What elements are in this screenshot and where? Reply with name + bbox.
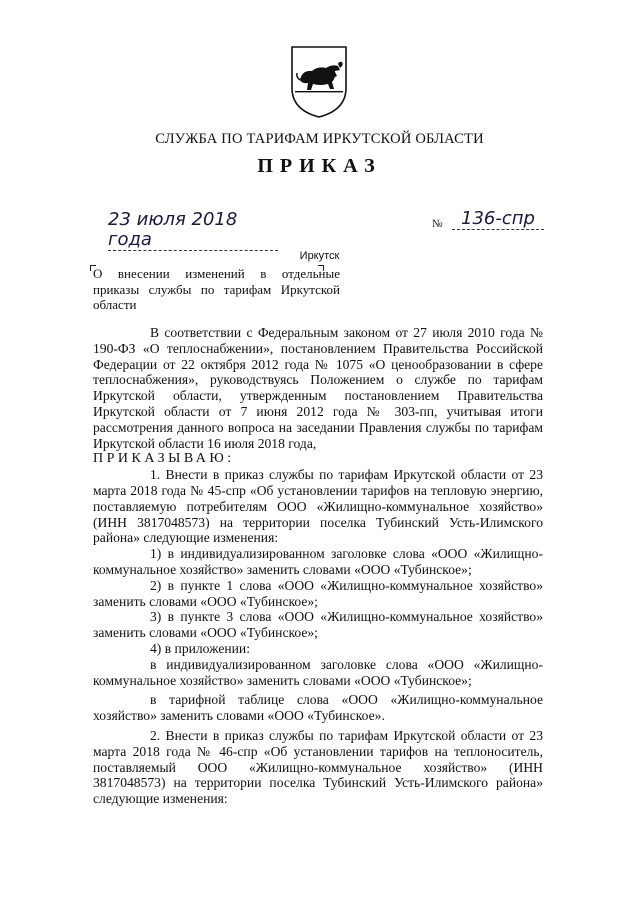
handwritten-number: 136-спр: [452, 209, 544, 230]
document-title: ПРИКАЗ: [257, 155, 382, 177]
item-2-paragraph: 2. Внести в приказ службы по тарифам Иркутской области от 23 марта 2018 года № 46-спр «Об установлении тарифов на теплоноситель, поставляемый ООО «Жилищно-коммунальное хозяйство» (ИНН 3817048573) на территории поселка Тубинский Усть-Илимского района» следующие изменения:: [93, 727, 543, 807]
order-heading: ПРИКАЗЫВАЮ:: [93, 451, 235, 467]
item-1-4-paragraph: 4) в приложении:: [150, 640, 250, 656]
city-name: Иркутск: [299, 250, 340, 262]
item-1-4a-paragraph: в индивидуализированном заголовке слова «ООО «Жилищно-коммунальное хозяйство» заменить словами «ООО «Тубинское»;: [93, 656, 543, 688]
document-body: [93, 325, 543, 807]
item-1-1-paragraph: 1) в индивидуализированном заголовке слова «ООО «Жилищно-коммунальное хозяйство» заменить словами «ООО «Тубинское»;: [93, 546, 543, 577]
item-1-4b-paragraph: в тарифной таблице слова «ООО «Жилищно-коммунальное хозяйство» заменить словами «ООО «Тубинское».: [93, 692, 543, 724]
handwritten-date: 23 июля 2018 года: [108, 210, 278, 251]
item-1-3-paragraph: 3) в пункте 3 слова «ООО «Жилищно-коммунальное хозяйство» заменить словами «ООО «Тубинское»;: [93, 609, 543, 641]
number-label: №: [432, 218, 443, 230]
item-1-2-paragraph: 2) в пункте 1 слова «ООО «Жилищно-коммунальное хозяйство» заменить словами «ООО «Тубинское»;: [93, 577, 543, 609]
order-subject: О внесении изменений в отдельные приказы службы по тарифам Иркутской области: [93, 266, 340, 312]
coat-of-arms-emblem: [288, 44, 350, 120]
item-1-paragraph: 1. Внести в приказ службы по тарифам Иркутской области от 23 марта 2018 года № 45-спр «Об установлении тарифов на тепловую энергию, поставляемую потребителям ООО «Жилищно-коммунальное хозяйство» (ИНН 3817048573) на территории поселка Тубинский Усть-Илимского района» следующие изменения:: [93, 467, 543, 546]
preamble-paragraph: В соответствии с Федеральным законом от 27 июля 2010 года № 190-ФЗ «О теплоснабжении», постановлением Правительства Российской Федерации от 22 октября 2012 года № 1075 «О ценообразовании в сфере теплоснабжения», руководствуясь Положением о службе по тарифам Иркутской области, утвержденным постановлением Правительства Иркутской области от 7 июня 2012 года № 303-пп, учитывая итоги рассмотрения данного вопроса на заседании Правления службы по тарифам Иркутской области 16 июля 2018 года,: [93, 325, 543, 451]
agency-name: СЛУЖБА ПО ТАРИФАМ ИРКУТСКОЙ ОБЛАСТИ: [155, 131, 484, 147]
